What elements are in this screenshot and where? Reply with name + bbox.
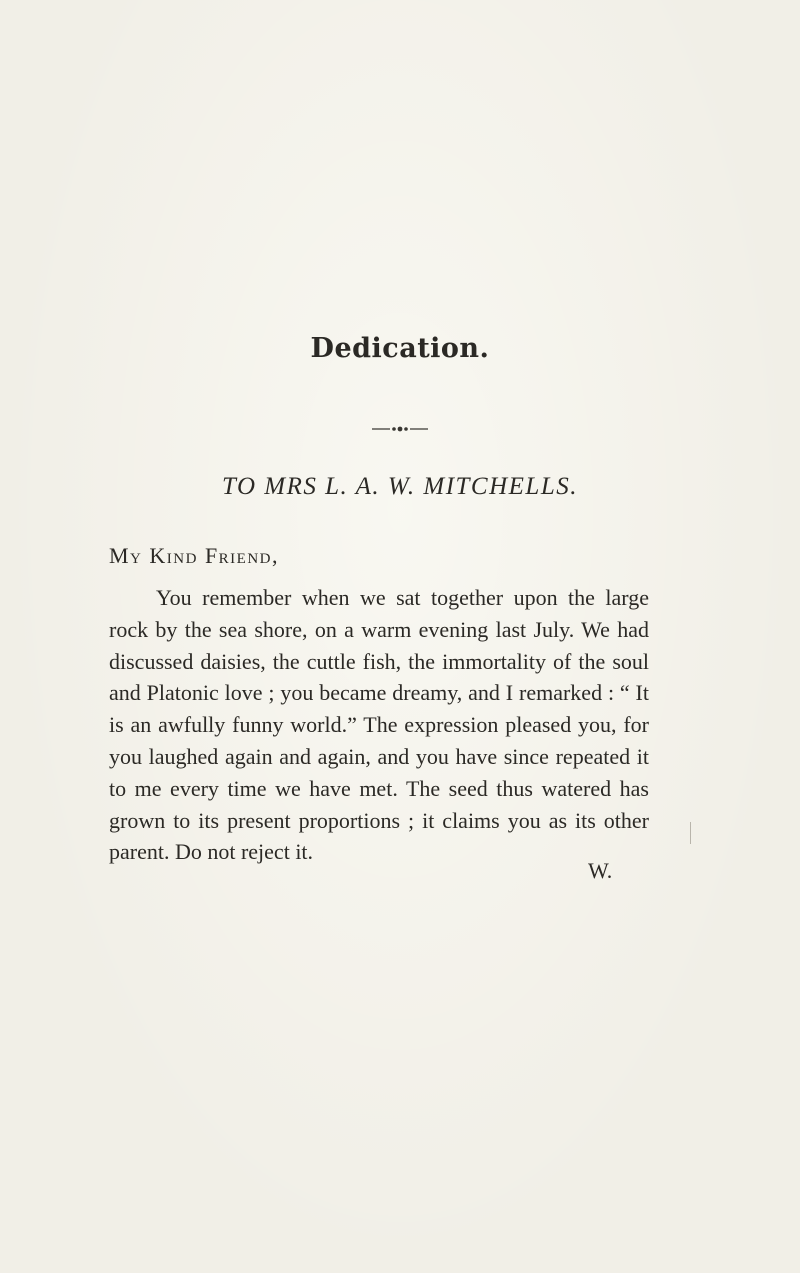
fleuron-rule-icon	[370, 424, 430, 434]
dedication-body: You remember when we sat together upon the large rock by the sea shore, on a warm evening last July. We had discussed daisies, the cuttle fish, the immortality of the soul and Platonic love ; you became dreamy, and I remarked : “ It is an awfully funny world.” The expression pleased you, for you laughed again and again, and you have since repeated it to me every time we have met. The seed thus watered has grown to its present proportions ; it claims you as its other parent. Do not reject it.	[109, 585, 649, 865]
salutation: My Kind Friend,	[109, 543, 280, 568]
signature: W.	[588, 858, 613, 883]
dedicatee-line: TO MRS L. A. W. MITCHELLS.	[222, 473, 578, 500]
dedication-heading: Dedication.	[310, 333, 490, 364]
page-edge-mark	[690, 822, 691, 844]
